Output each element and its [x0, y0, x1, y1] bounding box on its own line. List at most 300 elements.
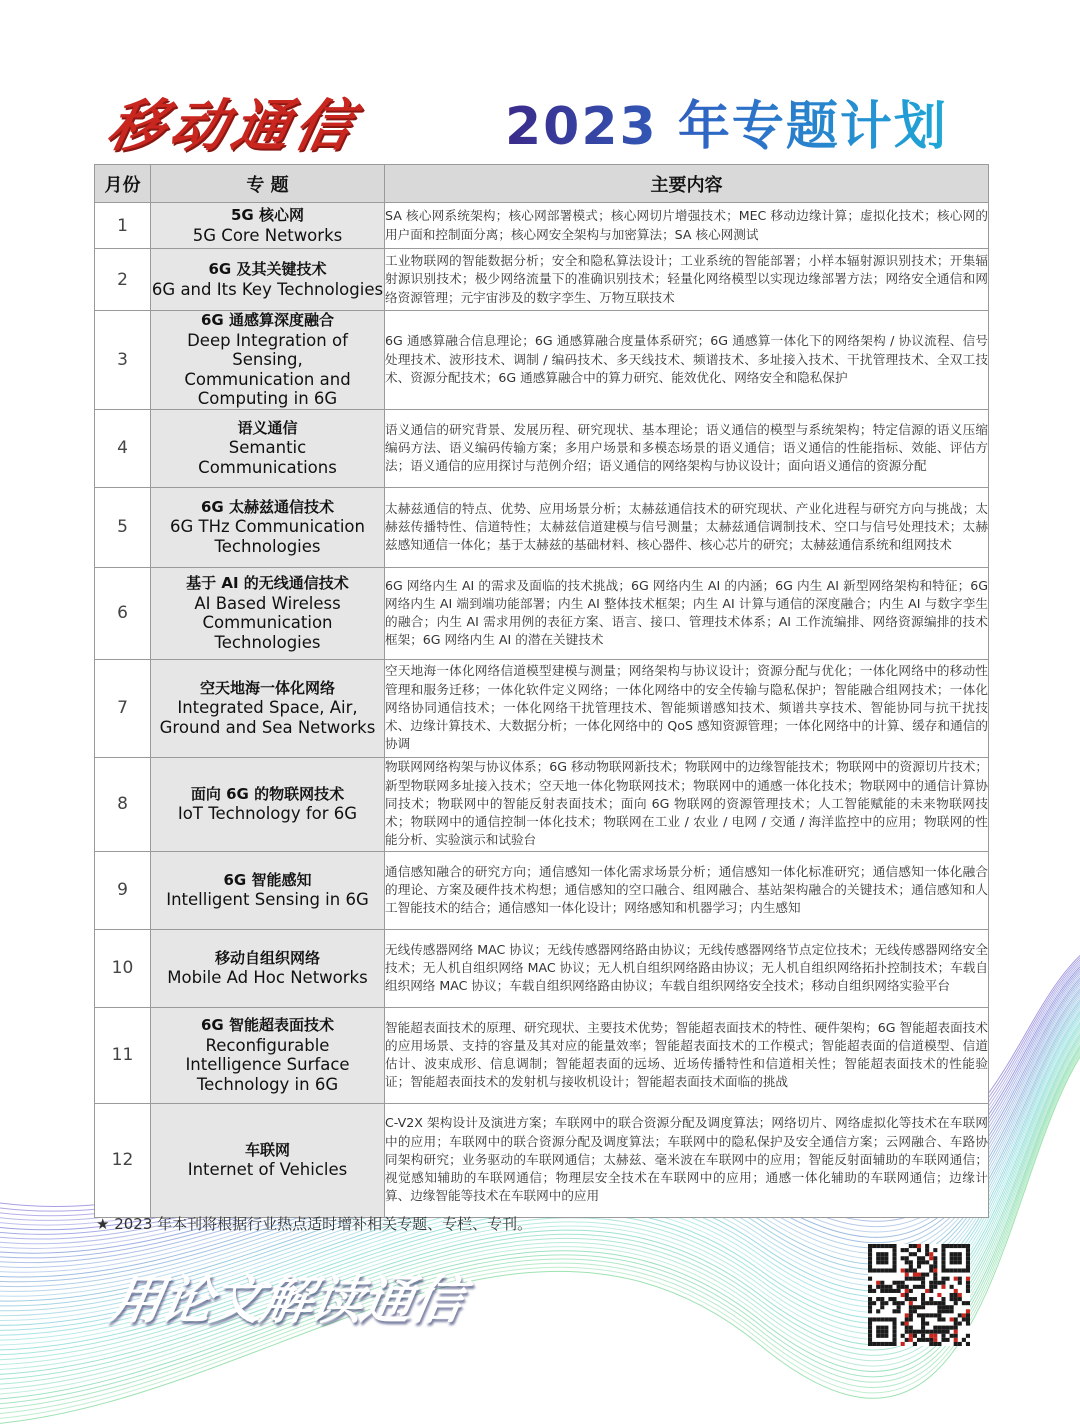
qr-cell	[933, 1277, 937, 1281]
qr-cell	[880, 1330, 884, 1334]
qr-cell	[872, 1342, 876, 1346]
qr-cell	[921, 1260, 925, 1264]
qr-cell	[937, 1313, 941, 1317]
topic-zh: 语义通信	[237, 418, 298, 437]
month-cell: 6	[95, 567, 151, 659]
topic-cell	[151, 409, 385, 487]
qr-cell	[917, 1264, 921, 1268]
topic-plan-table	[94, 164, 989, 1218]
qr-cell	[897, 1305, 901, 1309]
qr-cell	[966, 1281, 970, 1285]
qr-cell	[884, 1342, 888, 1346]
qr-cell	[917, 1244, 921, 1248]
qr-cell	[921, 1293, 925, 1297]
qr-cell	[958, 1297, 962, 1301]
qr-cell	[909, 1252, 913, 1256]
qr-cell	[954, 1293, 958, 1297]
table-row	[95, 757, 989, 851]
qr-cell	[941, 1281, 945, 1285]
qr-cell	[884, 1289, 888, 1293]
qr-cell	[913, 1268, 917, 1272]
month-cell: 1	[95, 203, 151, 249]
qr-cell	[880, 1334, 884, 1338]
topic-cell	[151, 249, 385, 311]
topic-zh: 6G 智能超表面技术	[201, 1016, 334, 1034]
qr-cell	[941, 1301, 945, 1305]
topic-zh: 空天地海一体化网络	[199, 678, 335, 697]
qr-cell	[905, 1268, 909, 1272]
qr-cell	[921, 1326, 925, 1330]
table-header-row	[95, 165, 989, 203]
qr-cell	[954, 1301, 958, 1305]
qr-cell	[966, 1334, 970, 1338]
qr-cell	[868, 1322, 872, 1326]
qr-cell	[933, 1338, 937, 1342]
qr-cell	[954, 1297, 958, 1301]
qr-cell	[954, 1334, 958, 1338]
qr-cell	[888, 1289, 892, 1293]
qr-cell	[884, 1268, 888, 1272]
qr-cell	[921, 1277, 925, 1281]
qr-cell	[868, 1297, 872, 1301]
qr-cell	[868, 1334, 872, 1338]
qr-cell	[929, 1264, 933, 1268]
qr-cell	[880, 1281, 884, 1285]
qr-cell	[921, 1338, 925, 1342]
qr-cell	[892, 1309, 896, 1313]
qr-cell	[897, 1289, 901, 1293]
qr-cell	[905, 1289, 909, 1293]
qr-cell	[921, 1281, 925, 1285]
qr-cell	[884, 1326, 888, 1330]
content-cell: 6G 网络内生 AI 的需求及面临的技术挑战；6G 网络内生 AI 的内涵；6G 内生 AI 新型网络架构和特征；6G 网络内生 AI 端到端功能部署；内生 AI 整体技术框架；内生 AI 计算与通信的深度融合；内生 AI 与数字孪生的融合；内生 AI 需求用例的表征方案、语言、接口、管理技术体系；AI 工作流编排、网络资源编排的技术框架；6G 网络内生 AI 的潜在关键技术	[385, 567, 989, 659]
qr-cell	[941, 1277, 945, 1281]
qr-cell	[958, 1252, 962, 1256]
qr-cell	[868, 1277, 872, 1281]
qr-cell	[913, 1334, 917, 1338]
qr-cell	[929, 1342, 933, 1346]
qr-cell	[946, 1330, 950, 1334]
qr-cell	[929, 1252, 933, 1256]
qr-cell	[868, 1252, 872, 1256]
qr-cell	[962, 1317, 966, 1321]
qr-cell	[921, 1256, 925, 1260]
qr-cell	[905, 1293, 909, 1297]
qr-cell	[876, 1281, 880, 1285]
qr-cell	[909, 1309, 913, 1313]
qr-cell	[954, 1326, 958, 1330]
qr-cell	[946, 1244, 950, 1248]
qr-cell	[884, 1334, 888, 1338]
qr-cell	[876, 1252, 880, 1256]
qr-cell	[905, 1330, 909, 1334]
qr-cell	[868, 1264, 872, 1268]
qr-cell	[901, 1293, 905, 1297]
qr-cell	[966, 1248, 970, 1252]
qr-cell	[925, 1330, 929, 1334]
content-cell: 太赫兹通信的特点、优势、应用场景分析；太赫兹通信技术的研究现状、产业化进程与研究方向与挑战；太赫兹传播特性、信道特性；太赫兹信道建模与信号测量；太赫兹通信调制技术、空口与信号处理技术；太赫兹感知通信一体化；基于太赫兹的基础材料、核心器件、核心芯片的研究；太赫兹通信系统和组网技术	[385, 487, 989, 567]
qr-cell	[905, 1322, 909, 1326]
content-cell: 语义通信的研究背景、发展历程、研究现状、基本理论；语义通信的模型与系统架构；特定信源的语义压缩编码方法、语义编码传输方案；多用户场景和多模态场景的语义通信；语义通信的性能指标、效能、评估方法；语义通信的应用探讨与范例介绍；语义通信的网络架构与协议设计；面向语义通信的资源分配	[385, 409, 989, 487]
qr-cell	[909, 1289, 913, 1293]
qr-cell	[929, 1330, 933, 1334]
qr-cell	[901, 1248, 905, 1252]
qr-cell	[925, 1244, 929, 1248]
qr-cell	[880, 1297, 884, 1301]
qr-cell	[921, 1313, 925, 1317]
qr-cell	[954, 1256, 958, 1260]
qr-cell	[909, 1313, 913, 1317]
qr-cell	[888, 1317, 892, 1321]
topic-en: Integrated Space, Air, Ground and Sea Networks	[159, 698, 376, 737]
content-cell: 工业物联网的智能数据分析；安全和隐私算法设计；工业系统的智能部署；小样本辐射源识别技术；开集辐射源识别技术；极少网络流量下的准确识别技术；轻量化网络模型以实现边缘部署方法；网络安全通信和网络资源管理；元宇宙涉及的数字孪生、万物互联技术	[385, 249, 989, 311]
qr-cell	[880, 1305, 884, 1309]
qr-cell	[884, 1252, 888, 1256]
qr-cell	[954, 1244, 958, 1248]
table-row	[95, 409, 989, 487]
topic-zh: 基于 AI 的无线通信技术	[186, 574, 349, 592]
qr-cell	[892, 1252, 896, 1256]
qr-cell	[933, 1273, 937, 1277]
qr-cell	[941, 1256, 945, 1260]
qr-cell	[950, 1309, 954, 1313]
qr-cell	[876, 1317, 880, 1321]
qr-cell	[905, 1260, 909, 1264]
qr-cell	[868, 1248, 872, 1252]
qr-cell	[892, 1338, 896, 1342]
qr-cell	[921, 1322, 925, 1326]
qr-cell	[868, 1289, 872, 1293]
qr-cell	[917, 1313, 921, 1317]
qr-cell	[901, 1301, 905, 1305]
qr-cell	[909, 1301, 913, 1305]
table-row	[95, 929, 989, 1007]
topic-cell	[151, 1007, 385, 1103]
topic-cell	[151, 929, 385, 1007]
qr-cell	[905, 1338, 909, 1342]
qr-cell	[941, 1326, 945, 1330]
qr-cell	[868, 1305, 872, 1309]
qr-cell	[966, 1301, 970, 1305]
content-cell: 无线传感器网络 MAC 协议；无线传感器网络路由协议；无线传感器网络节点定位技术；无线传感器网络安全技术；无人机自组织网络 MAC 协议；无人机自组织网络路由协议；无人机自组织网络拓扑控制技术；车载自组织网络 MAC 协议；车载自组织网络路由协议；车载自组织网络安全技术；移动自组织网络实验平台	[385, 929, 989, 1007]
header	[0, 70, 1080, 160]
header-content: 主要内容	[385, 165, 989, 203]
content-cell: 物联网网络构架与协议体系；6G 移动物联网新技术；物联网中的边缘智能技术；物联网中的资源切片技术；新型物联网多址接入技术；空天地一体化物联网技术；物联网中的通感一体化技术；物联网中的通信计算协同技术；物联网中的智能反射表面技术；面向 6G 物联网的资源管理技术；人工智能赋能的未来物联网技术；物联网中的通信控制一体化技术；物联网在工业 / 农业 / 电网 / 交通 / 海洋监控中的应用；物联网的性能分析、实验演示和试验台	[385, 757, 989, 851]
topic-zh: 车联网	[244, 1140, 290, 1159]
qr-cell	[876, 1326, 880, 1330]
qr-cell	[921, 1273, 925, 1277]
qr-cell	[892, 1322, 896, 1326]
qr-cell	[892, 1256, 896, 1260]
qr-cell	[913, 1285, 917, 1289]
header-topic: 专 题	[151, 165, 385, 203]
qr-cell	[962, 1313, 966, 1317]
qr-cell	[933, 1268, 937, 1272]
topic-en: IoT Technology for 6G	[177, 804, 358, 823]
qr-cell	[884, 1317, 888, 1321]
qr-cell	[905, 1256, 909, 1260]
table-row	[95, 851, 989, 929]
qr-cell	[946, 1305, 950, 1309]
topic-en: 6G and Its Key Technologies	[151, 279, 384, 299]
qr-cell	[921, 1301, 925, 1305]
qr-cell	[901, 1322, 905, 1326]
qr-cell	[913, 1309, 917, 1313]
qr-cell	[966, 1260, 970, 1264]
qr-cell	[958, 1281, 962, 1285]
qr-cell	[925, 1289, 929, 1293]
qr-cell	[962, 1338, 966, 1342]
qr-cell	[925, 1273, 929, 1277]
qr-cell	[901, 1256, 905, 1260]
qr-cell	[925, 1338, 929, 1342]
qr-cell	[937, 1301, 941, 1305]
qr-cell	[872, 1289, 876, 1293]
topic-zh: 6G 智能感知	[223, 870, 312, 889]
qr-cell	[884, 1244, 888, 1248]
qr-cell	[937, 1293, 941, 1297]
month-cell: 7	[95, 659, 151, 757]
qr-cell	[884, 1256, 888, 1260]
qr-cell	[933, 1301, 937, 1305]
qr-cell	[876, 1268, 880, 1272]
topic-zh: 面向 6G 的物联网技术	[190, 784, 345, 803]
qr-cell	[941, 1297, 945, 1301]
qr-cell	[917, 1256, 921, 1260]
qr-cell	[897, 1285, 901, 1289]
qr-cell	[954, 1252, 958, 1256]
qr-cell	[876, 1285, 880, 1289]
qr-cell	[917, 1273, 921, 1277]
qr-cell	[868, 1256, 872, 1260]
qr-cell	[901, 1342, 905, 1346]
topic-en: Reconfigurable Intelligence Surface Technology in 6G	[185, 1035, 350, 1094]
qr-cell	[872, 1301, 876, 1305]
qr-cell	[941, 1338, 945, 1342]
qr-cell	[880, 1326, 884, 1330]
plan-title: 2023 年专题计划	[505, 84, 948, 159]
qr-cell	[941, 1305, 945, 1309]
qr-cell	[884, 1260, 888, 1264]
qr-cell	[925, 1248, 929, 1252]
month-cell: 4	[95, 409, 151, 487]
qr-cell	[929, 1338, 933, 1342]
qr-cell	[909, 1277, 913, 1281]
topic-cell	[151, 203, 385, 249]
table-row	[95, 1103, 989, 1217]
qr-cell	[880, 1260, 884, 1264]
qr-cell	[892, 1248, 896, 1252]
topic-cell	[151, 487, 385, 567]
qr-cell	[933, 1281, 937, 1285]
qr-cell	[950, 1317, 954, 1321]
qr-cell	[958, 1244, 962, 1248]
table-row	[95, 249, 989, 311]
qr-cell	[921, 1334, 925, 1338]
qr-cell	[929, 1256, 933, 1260]
qr-cell	[868, 1301, 872, 1305]
qr-cell	[909, 1317, 913, 1321]
qr-cell	[892, 1297, 896, 1301]
qr-cell	[937, 1281, 941, 1285]
qr-cell	[880, 1289, 884, 1293]
qr-cell	[950, 1297, 954, 1301]
qr-cell	[950, 1305, 954, 1309]
qr-cell	[905, 1317, 909, 1321]
content-cell: 空天地海一体化网络信道模型建模与测量；网络架构与协议设计；资源分配与优化；一体化网络中的移动性管理和服务迁移；一体化软件定义网络；一体化网络中的安全传输与隐私保护；智能融合组网技术；一体化网络协同通信技术；一体化网络干扰管理技术、智能频谱感知技术、频谱共享技术、智能协同与抗干扰技术、边缘计算技术、大数据分析；一体化网络中的 QoS 感知资源管理；一体化网络中的计算、缓存和通信的协调	[385, 659, 989, 757]
qr-cell	[905, 1326, 909, 1330]
qr-cell	[917, 1260, 921, 1264]
qr-cell	[966, 1342, 970, 1346]
qr-cell	[950, 1252, 954, 1256]
qr-cell	[937, 1326, 941, 1330]
qr-cell	[884, 1285, 888, 1289]
header-month: 月份	[95, 165, 151, 203]
qr-cell	[937, 1317, 941, 1321]
qr-cell	[966, 1317, 970, 1321]
qr-cell	[880, 1301, 884, 1305]
qr-cell	[966, 1244, 970, 1248]
qr-cell	[929, 1301, 933, 1305]
qr-cell	[941, 1334, 945, 1338]
qr-cell	[917, 1305, 921, 1309]
qr-cell	[929, 1313, 933, 1317]
qr-cell	[941, 1248, 945, 1252]
qr-cell	[917, 1248, 921, 1252]
qr-cell	[941, 1309, 945, 1313]
qr-cell	[909, 1326, 913, 1330]
qr-cell	[892, 1281, 896, 1285]
topic-zh: 6G 太赫兹通信技术	[201, 497, 334, 516]
qr-cell	[876, 1297, 880, 1301]
qr-cell	[958, 1313, 962, 1317]
qr-cell	[876, 1244, 880, 1248]
qr-cell	[933, 1342, 937, 1346]
qr-cell	[966, 1289, 970, 1293]
qr-cell	[954, 1260, 958, 1264]
qr-cell	[921, 1297, 925, 1301]
qr-cell	[909, 1330, 913, 1334]
qr-cell	[868, 1326, 872, 1330]
qr-cell	[905, 1273, 909, 1277]
topic-en: Intelligent Sensing in 6G	[166, 890, 369, 909]
qr-cell	[941, 1244, 945, 1248]
qr-cell	[933, 1313, 937, 1317]
qr-cell	[966, 1277, 970, 1281]
qr-cell	[966, 1256, 970, 1260]
qr-cell	[888, 1244, 892, 1248]
qr-cell	[958, 1277, 962, 1281]
qr-cell	[966, 1264, 970, 1268]
table-row	[95, 1007, 989, 1103]
topic-cell	[151, 757, 385, 851]
qr-cell	[941, 1260, 945, 1264]
qr-cell	[921, 1330, 925, 1334]
qr-cell	[868, 1309, 872, 1313]
qr-cell	[876, 1256, 880, 1260]
qr-cell	[872, 1317, 876, 1321]
qr-cell	[876, 1342, 880, 1346]
qr-cell	[913, 1297, 917, 1301]
month-cell: 9	[95, 851, 151, 929]
qr-cell	[901, 1285, 905, 1289]
qr-cell	[884, 1301, 888, 1305]
qr-cell	[950, 1268, 954, 1272]
qr-cell	[950, 1260, 954, 1264]
topic-zh: 5G 核心网	[231, 206, 304, 224]
qr-cell	[946, 1338, 950, 1342]
month-cell: 12	[95, 1103, 151, 1217]
qr-cell	[917, 1285, 921, 1289]
qr-cell	[876, 1330, 880, 1334]
qr-cell	[954, 1277, 958, 1281]
topic-cell	[151, 659, 385, 757]
qr-cell	[958, 1256, 962, 1260]
qr-cell	[888, 1297, 892, 1301]
slogan: 用论文解读通信	[105, 1271, 467, 1331]
topic-cell	[151, 1103, 385, 1217]
qr-cell	[909, 1260, 913, 1264]
qr-cell	[868, 1342, 872, 1346]
qr-cell	[884, 1330, 888, 1334]
content-cell: SA 核心网系统架构；核心网部署模式；核心网切片增强技术；MEC 移动边缘计算；虚拟化技术；核心网的用户面和控制面分离；核心网安全架构与加密算法；SA 核心网测试	[385, 203, 989, 249]
qr-cell	[962, 1268, 966, 1272]
qr-cell	[950, 1285, 954, 1289]
qr-cell	[892, 1268, 896, 1272]
qr-cell	[913, 1342, 917, 1346]
qr-cell	[868, 1268, 872, 1272]
qr-cell	[901, 1334, 905, 1338]
qr-cell	[909, 1297, 913, 1301]
topic-cell	[151, 311, 385, 410]
qr-cell	[958, 1260, 962, 1264]
qr-cell	[946, 1326, 950, 1330]
qr-cell	[966, 1313, 970, 1317]
qr-cell	[958, 1293, 962, 1297]
brand-title: 移动通信	[102, 93, 365, 159]
qr-cell	[901, 1281, 905, 1285]
qr-cell	[913, 1330, 917, 1334]
qr-cell	[880, 1244, 884, 1248]
qr-cell	[892, 1244, 896, 1248]
month-cell: 11	[95, 1007, 151, 1103]
qr-cell	[921, 1305, 925, 1309]
table-row	[95, 659, 989, 757]
qr-cell	[937, 1342, 941, 1346]
topic-en: 5G Core Networks	[192, 225, 343, 245]
qr-cell	[913, 1244, 917, 1248]
qr-cell	[913, 1277, 917, 1281]
topic-zh: 6G 及其关键技术	[208, 260, 327, 278]
qr-cell	[892, 1260, 896, 1264]
qr-code-icon[interactable]	[868, 1244, 970, 1346]
qr-cell	[958, 1268, 962, 1272]
qr-cell	[876, 1260, 880, 1264]
qr-cell	[868, 1285, 872, 1289]
qr-cell	[929, 1281, 933, 1285]
topic-cell	[151, 851, 385, 929]
qr-cell	[933, 1334, 937, 1338]
qr-cell	[966, 1285, 970, 1289]
qr-cell	[950, 1244, 954, 1248]
qr-cell	[966, 1309, 970, 1313]
qr-cell	[925, 1301, 929, 1305]
qr-cell	[933, 1330, 937, 1334]
qr-cell	[925, 1260, 929, 1264]
qr-cell	[917, 1277, 921, 1281]
qr-cell	[929, 1334, 933, 1338]
qr-cell	[868, 1260, 872, 1264]
